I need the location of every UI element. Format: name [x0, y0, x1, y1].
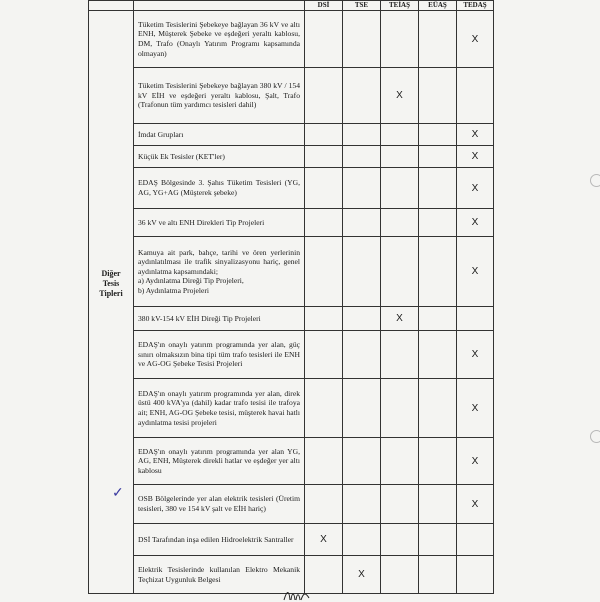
table-row [89, 331, 494, 379]
table-row [89, 124, 494, 146]
facility-description-cell [134, 379, 305, 438]
table-row [89, 379, 494, 438]
facility-description: DSİ Tarafından inşa edilen Hidroelektrik Santraller [138, 534, 294, 544]
authority-mark-cell [305, 379, 343, 438]
authority-mark-cell: X [457, 237, 494, 307]
authority-mark-cell [419, 146, 457, 168]
authority-mark-cell [419, 237, 457, 307]
authority-mark-cell [343, 485, 381, 524]
authority-mark-cell [305, 124, 343, 146]
authority-mark-cell [381, 124, 419, 146]
table-row [89, 485, 494, 524]
authority-mark-cell [305, 209, 343, 237]
authority-mark-cell [305, 146, 343, 168]
authority-mark-cell [343, 168, 381, 209]
column-header [134, 1, 305, 11]
facility-description: 380 kV-154 kV EİH Direği Tip Projeleri [138, 313, 261, 323]
group-label-cell [89, 11, 134, 594]
authority-mark-cell [343, 237, 381, 307]
authority-mark-cell [381, 438, 419, 485]
column-header: TSE [343, 1, 381, 11]
facility-description: Elektrik Tesislerinde kullanılan Elektro Mekanik Teçhizat Uygunluk Belgesi [138, 564, 300, 584]
authority-mark-cell [343, 209, 381, 237]
authority-mark-cell [305, 307, 343, 331]
facility-description-cell [134, 524, 305, 556]
authority-mark-cell [381, 331, 419, 379]
facility-description: Tüketim Tesislerini Şebekeye bağlayan 36 kV ve altı ENH, Müşterek Şebeke ve eşdeğeri yeraltı kablosu, DM, Trafo (Onaylı Yatırım Programı kapsamında olmayan) [138, 19, 300, 58]
authority-mark-cell [419, 556, 457, 594]
authority-mark-cell [419, 524, 457, 556]
authority-mark-cell [381, 524, 419, 556]
facility-description-cell [134, 438, 305, 485]
authority-mark-cell [457, 68, 494, 124]
authority-mark-cell [381, 379, 419, 438]
facility-description: Kamuya ait park, bahçe, tarihi ve ören yerlerinin aydınlatılması ile trafik sinyalizasyonu hariç, genel aydınlatma kapsamındaki; a) Aydınlatma Direği Tip Projeleri, b) Aydınlatma Projeleri [138, 247, 300, 295]
column-header: TEİAŞ [381, 1, 419, 11]
approval-table [88, 0, 494, 594]
authority-mark-cell [457, 556, 494, 594]
table-row [89, 307, 494, 331]
table-row [89, 438, 494, 485]
authority-mark-cell [419, 209, 457, 237]
authority-mark-cell [343, 307, 381, 331]
authority-mark-cell [343, 124, 381, 146]
authority-mark-cell [381, 168, 419, 209]
authority-mark-cell: X [457, 146, 494, 168]
authority-mark-cell [419, 331, 457, 379]
authority-mark-cell [419, 379, 457, 438]
authority-mark-cell [457, 524, 494, 556]
authority-mark-cell [343, 146, 381, 168]
facility-description-cell [134, 307, 305, 331]
facility-description-cell [134, 168, 305, 209]
handwritten-check-mark: ✓ [112, 486, 124, 501]
authority-mark-cell [305, 237, 343, 307]
facility-description: EDAŞ Bölgesinde 3. Şahıs Tüketim Tesisleri (YG, AG, YG+AG (Müşterek şebeke) [138, 178, 300, 197]
table-header-row [89, 1, 494, 11]
authority-mark-cell: X [457, 485, 494, 524]
facility-description-cell [134, 146, 305, 168]
authority-mark-cell: X [381, 307, 419, 331]
table-row [89, 146, 494, 168]
authority-mark-cell: X [305, 524, 343, 556]
authority-mark-cell [381, 237, 419, 307]
authority-mark-cell [343, 331, 381, 379]
facility-description-cell [134, 331, 305, 379]
authority-mark-cell [381, 146, 419, 168]
facility-description: Küçük Ek Tesisler (KET'ler) [138, 151, 225, 161]
authority-mark-cell [419, 168, 457, 209]
authority-mark-cell [343, 438, 381, 485]
facility-description-cell [134, 11, 305, 68]
authority-mark-cell [305, 68, 343, 124]
authority-mark-cell [381, 485, 419, 524]
table-row [89, 209, 494, 237]
authority-mark-cell: X [381, 68, 419, 124]
facility-description-cell [134, 209, 305, 237]
facility-description: 36 kV ve altı ENH Direkleri Tip Projeleri [138, 217, 265, 227]
authority-mark-cell [343, 11, 381, 68]
table-row [89, 237, 494, 307]
column-header: DSİ [305, 1, 343, 11]
authority-mark-cell [419, 438, 457, 485]
authority-mark-cell: X [343, 556, 381, 594]
column-header [89, 1, 134, 11]
authority-mark-cell [381, 556, 419, 594]
facility-description-cell [134, 485, 305, 524]
table-row [89, 524, 494, 556]
authority-mark-cell [343, 379, 381, 438]
authority-mark-cell [419, 307, 457, 331]
authority-mark-cell [419, 124, 457, 146]
authority-mark-cell: X [457, 438, 494, 485]
authority-mark-cell [419, 11, 457, 68]
authority-mark-cell [381, 11, 419, 68]
facility-description: İmdat Grupları [138, 129, 184, 139]
authority-mark-cell: X [457, 124, 494, 146]
authority-mark-cell: X [457, 209, 494, 237]
authority-mark-cell [305, 485, 343, 524]
authority-mark-cell [305, 331, 343, 379]
authority-mark-cell: X [457, 331, 494, 379]
authority-mark-cell: X [457, 168, 494, 209]
authority-mark-cell [305, 438, 343, 485]
authority-mark-cell [419, 68, 457, 124]
facility-description: EDAŞ'ın onaylı yatırım programında yer alan YG, AG, ENH, Müşterek direkli hatlar ve eşdeğer yer altı kablosu [138, 446, 300, 475]
authority-mark-cell [305, 168, 343, 209]
authority-mark-cell [457, 307, 494, 331]
authority-mark-cell [305, 11, 343, 68]
binder-hole [590, 430, 600, 443]
facility-description-cell [134, 237, 305, 307]
authority-mark-cell [343, 68, 381, 124]
binder-hole [590, 174, 600, 187]
facility-description: EDAŞ'ın onaylı yatırım programında yer alan, direk üstü 400 kVA'ya (dahil) kadar trafo tesisi ile trafoya ait; ENH, AG-OG Şebeke tesisi, müşterek havai hatlı aydınlatma tesisi projeleri [138, 388, 300, 427]
facility-description-cell [134, 124, 305, 146]
facility-description: Tüketim Tesislerini Şebekeye bağlayan 380 kV / 154 kV EİH ve eşdeğeri yeraltı kablosu, Şalt, Trafo (Trafonun tüm yardımcı tesisleri dahil) [138, 81, 300, 110]
facility-description: EDAŞ'ın onaylı yatırım programında yer alan, güç sınırı olmaksızın bina tipi tüm trafo tesisleri ile ENH ve AG-OG Şebeke Tesisi Projeleri [138, 340, 300, 369]
authority-mark-cell: X [457, 11, 494, 68]
authority-mark-cell: X [457, 379, 494, 438]
facility-description-cell [134, 556, 305, 594]
facility-description: OSB Bölgelerinde yer alan elektrik tesisleri (Üretim tesisleri, 380 ve 154 kV şalt ve EİH hariç) [138, 494, 300, 513]
table-row [89, 11, 494, 68]
table-row [89, 68, 494, 124]
facility-description-cell [134, 68, 305, 124]
table-row [89, 168, 494, 209]
column-header: TEDAŞ [457, 1, 494, 11]
column-header: EÜAŞ [419, 1, 457, 11]
authority-mark-cell [381, 209, 419, 237]
authority-mark-cell [343, 524, 381, 556]
authority-mark-cell [419, 485, 457, 524]
table-body [89, 11, 494, 594]
group-label: Diğer Tesis Tipleri [99, 269, 123, 298]
